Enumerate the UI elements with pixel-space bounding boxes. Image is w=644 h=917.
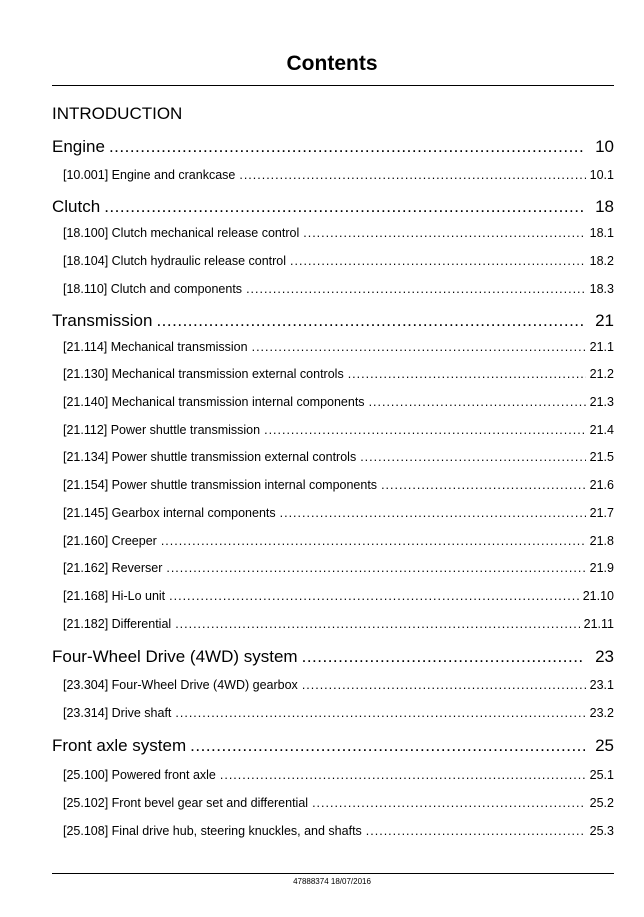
introduction-heading: INTRODUCTION xyxy=(52,104,183,123)
dot-leader xyxy=(348,367,586,381)
toc-section-entry[interactable] xyxy=(63,340,614,354)
toc-entry-label: [23.314] Drive shaft xyxy=(63,706,172,720)
dot-leader xyxy=(366,824,586,838)
toc-entry-label: [21.112] Power shuttle transmission xyxy=(63,423,261,437)
toc-page-number: 18.2 xyxy=(589,254,614,268)
toc-section-entry[interactable] xyxy=(63,423,614,437)
toc-page-number: 25.2 xyxy=(589,796,614,810)
toc-page-number: 21.6 xyxy=(589,478,614,492)
toc-section-entry[interactable] xyxy=(63,824,614,838)
dot-leader xyxy=(369,395,586,409)
toc-section-entry[interactable] xyxy=(63,796,614,810)
dot-leader xyxy=(312,796,586,810)
toc-section-entry[interactable] xyxy=(63,226,614,240)
toc-chapter-entry[interactable] xyxy=(52,736,614,756)
dot-leader xyxy=(161,534,586,548)
toc-page-number: 23 xyxy=(595,647,614,666)
toc-page-number: 25.1 xyxy=(589,768,614,782)
toc-page-number: 18.3 xyxy=(589,282,614,296)
toc-section-entry[interactable] xyxy=(63,589,614,603)
dot-leader xyxy=(303,226,585,240)
toc-entry-label: [21.145] Gearbox internal components xyxy=(63,506,276,520)
toc-entry-label: [21.140] Mechanical transmission internal components xyxy=(63,395,365,409)
toc-page-number: 21.5 xyxy=(589,450,614,464)
dot-leader xyxy=(175,617,579,631)
toc-page-number: 18 xyxy=(595,197,614,216)
toc-section-entry[interactable] xyxy=(63,617,614,631)
toc-page-number: 23.2 xyxy=(589,706,614,720)
toc-entry-label: [25.100] Powered front axle xyxy=(63,768,216,782)
toc-page-number: 21.9 xyxy=(589,561,614,575)
toc-page-number: 21 xyxy=(595,311,614,330)
toc-section-entry[interactable] xyxy=(63,561,614,575)
toc-page-number: 21.1 xyxy=(589,340,614,354)
toc-entry-label: [18.104] Clutch hydraulic release control xyxy=(63,254,287,268)
dot-leader xyxy=(175,706,585,720)
toc-page-number: 18.1 xyxy=(589,226,614,240)
toc-chapter-entry[interactable] xyxy=(52,197,614,217)
toc-entry-label: Front axle system xyxy=(52,736,187,755)
dot-leader xyxy=(239,168,585,182)
toc-entry-label: [21.168] Hi-Lo unit xyxy=(63,589,166,603)
toc-entry-label: [18.110] Clutch and components xyxy=(63,282,243,296)
dot-leader xyxy=(290,254,586,268)
toc-chapter-entry[interactable] xyxy=(52,137,614,157)
toc-entry-label: [21.130] Mechanical transmission external controls xyxy=(63,367,344,381)
toc-entry-label: [21.134] Power shuttle transmission external controls xyxy=(63,450,357,464)
dot-leader xyxy=(381,478,586,492)
toc-entry-label: [25.102] Front bevel gear set and differential xyxy=(63,796,309,810)
dot-leader xyxy=(166,561,585,575)
toc-page-number: 25 xyxy=(595,736,614,755)
toc-section-entry[interactable] xyxy=(63,506,614,520)
toc-section-entry[interactable] xyxy=(63,450,614,464)
toc-chapter-entry[interactable] xyxy=(52,311,614,331)
toc-entry-label: Clutch xyxy=(52,197,101,216)
toc-page-number: 21.8 xyxy=(589,534,614,548)
dot-leader xyxy=(280,506,586,520)
dot-leader xyxy=(360,450,585,464)
toc-entry-label: [10.001] Engine and crankcase xyxy=(63,168,236,182)
toc-section-entry[interactable] xyxy=(63,395,614,409)
toc-entry-label: Transmission xyxy=(52,311,153,330)
dot-leader xyxy=(169,589,579,603)
toc-entry-label: [21.154] Power shuttle transmission internal components xyxy=(63,478,378,492)
toc-section-entry[interactable] xyxy=(63,478,614,492)
dot-leader xyxy=(246,282,586,296)
toc-page-number: 25.3 xyxy=(589,824,614,838)
toc-page-number: 23.1 xyxy=(589,678,614,692)
toc-entry-label: [18.100] Clutch mechanical release control xyxy=(63,226,300,240)
toc-entry-label: Engine xyxy=(52,137,105,156)
toc-section-entry[interactable] xyxy=(63,282,614,296)
footer-text: 47888374 18/07/2016 xyxy=(293,877,371,886)
dot-leader xyxy=(302,647,585,667)
toc-entry-label: [25.108] Final drive hub, steering knuckles, and shafts xyxy=(63,824,362,838)
dot-leader xyxy=(264,423,586,437)
toc-chapter-entry[interactable] xyxy=(52,647,614,667)
toc-page-number: 21.11 xyxy=(583,617,614,631)
dot-leader xyxy=(302,678,586,692)
dot-leader xyxy=(220,768,586,782)
toc-section-entry[interactable] xyxy=(63,768,614,782)
toc-page-number: 10 xyxy=(595,137,614,156)
toc-section-entry[interactable] xyxy=(63,367,614,381)
toc-page-number: 10.1 xyxy=(589,168,614,182)
toc-page-number: 21.10 xyxy=(582,589,614,603)
toc-page-number: 21.2 xyxy=(589,367,614,381)
toc-section-entry[interactable] xyxy=(63,706,614,720)
toc-entry-label: [21.160] Creeper xyxy=(63,534,157,548)
footer-divider xyxy=(52,873,614,874)
toc-entry-label: [21.114] Mechanical transmission xyxy=(63,340,248,354)
toc-entry-label: [21.182] Differential xyxy=(63,617,172,631)
dot-leader xyxy=(252,340,586,354)
toc-section-entry[interactable] xyxy=(63,534,614,548)
toc-entry-label: Four-Wheel Drive (4WD) system xyxy=(52,647,298,666)
toc-page-number: 21.3 xyxy=(589,395,614,409)
toc-section-entry[interactable] xyxy=(63,254,614,268)
toc-entry-label: [23.304] Four-Wheel Drive (4WD) gearbox xyxy=(63,678,298,692)
dot-leader xyxy=(104,197,585,217)
toc-section-entry[interactable] xyxy=(63,168,614,182)
dot-leader xyxy=(156,311,585,331)
toc-page-number: 21.4 xyxy=(589,423,614,437)
dot-leader xyxy=(109,137,585,157)
toc-section-entry[interactable] xyxy=(63,678,614,692)
page-title: Contents xyxy=(286,52,378,75)
toc-entry-label: [21.162] Reverser xyxy=(63,561,163,575)
toc-page-number: 21.7 xyxy=(589,506,614,520)
dot-leader xyxy=(190,736,585,756)
